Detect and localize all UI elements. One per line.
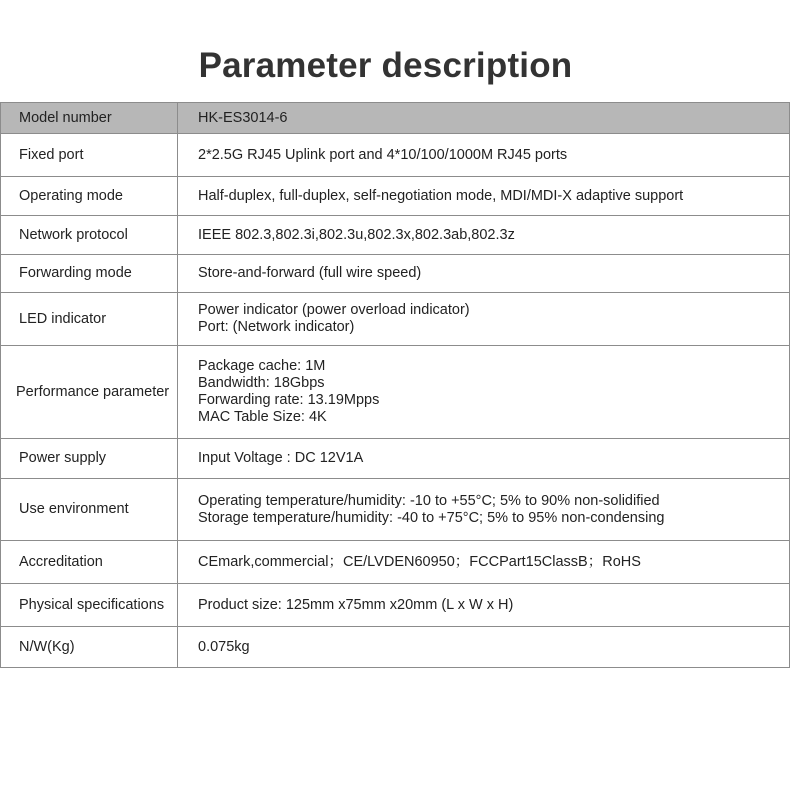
row-value	[178, 541, 790, 584]
row-label: Model number	[1, 103, 178, 134]
table-row-operating-mode	[1, 177, 790, 216]
row-label: Forwarding mode	[1, 255, 178, 293]
row-value	[178, 216, 790, 255]
table-row-power-supply	[1, 439, 790, 479]
row-label: Physical specifications	[1, 584, 178, 627]
row-value	[178, 293, 790, 346]
value-line: Product size: 125mm x75mm x20mm (L x W x H)	[198, 596, 514, 613]
table-row-physical-specifications	[1, 584, 790, 627]
value-line: Port: (Network indicator)	[198, 319, 355, 335]
value-line: 0.075kg	[198, 638, 250, 655]
row-label: Network protocol	[1, 216, 178, 255]
value-line: Input Voltage : DC 12V1A	[198, 450, 364, 466]
row-value	[178, 255, 790, 293]
value-line: 2*2.5G RJ45 Uplink port and 4*10/100/1000M RJ45 ports	[198, 146, 568, 163]
row-value	[178, 346, 790, 439]
row-value	[178, 134, 790, 177]
table-row-model-number	[1, 103, 790, 134]
table-row-forwarding-mode	[1, 255, 790, 293]
row-label: Use environment	[1, 479, 178, 541]
row-label: LED indicator	[1, 293, 178, 346]
table-row-accreditation	[1, 541, 790, 584]
row-value	[178, 103, 790, 134]
row-label: Power supply	[1, 439, 178, 479]
row-value	[178, 177, 790, 216]
value-line: CEmark,commercial；CE/LVDEN60950；FCCPart15ClassB；RoHS	[198, 553, 641, 570]
parameter-table	[0, 102, 790, 668]
value-line: Forwarding rate: 13.19Mpps	[198, 392, 380, 408]
row-label: Operating mode	[1, 177, 178, 216]
table-row-network-protocol	[1, 216, 790, 255]
table-row-performance-parameter	[1, 346, 790, 439]
table-row-net-weight	[1, 627, 790, 668]
value-line: Half-duplex, full-duplex, self-negotiation mode, MDI/MDI-X adaptive support	[198, 187, 684, 204]
row-value	[178, 439, 790, 479]
table-row-use-environment	[1, 479, 790, 541]
table-row-fixed-port	[1, 134, 790, 177]
page-title: Parameter description	[198, 46, 573, 85]
row-value	[178, 584, 790, 627]
table-row-led-indicator	[1, 293, 790, 346]
row-label: Performance parameter	[1, 346, 178, 439]
row-label: Fixed port	[1, 134, 178, 177]
row-label: Accreditation	[1, 541, 178, 584]
value-line: Power indicator (power overload indicator)	[198, 302, 470, 318]
value-line: MAC Table Size: 4K	[198, 409, 327, 425]
value-line: Storage temperature/humidity: -40 to +75°C; 5% to 95% non-condensing	[198, 509, 665, 526]
value-line: Package cache: 1M	[198, 358, 326, 374]
value-line: Bandwidth: 18Gbps	[198, 375, 325, 391]
value-line: Store-and-forward (full wire speed)	[198, 265, 422, 281]
row-value	[178, 479, 790, 541]
value-line: Operating temperature/humidity: -10 to +55°C; 5% to 90% non-solidified	[198, 492, 660, 509]
row-value	[178, 627, 790, 668]
value-line: IEEE 802.3,802.3i,802.3u,802.3x,802.3ab,802.3z	[198, 226, 515, 243]
row-label: N/W(Kg)	[1, 627, 178, 668]
value-line: HK-ES3014-6	[198, 109, 288, 126]
